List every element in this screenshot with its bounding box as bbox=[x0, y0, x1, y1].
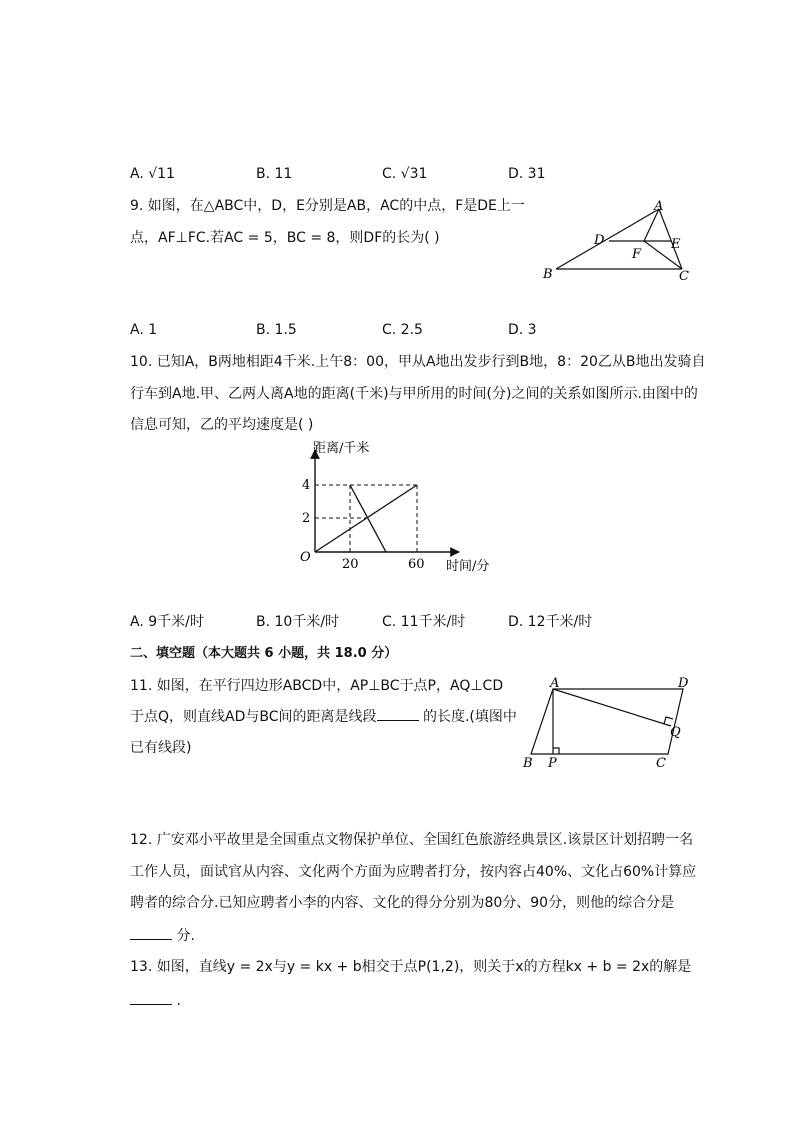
q9-triangle-figure bbox=[536, 196, 696, 284]
x-axis-label: 时间/分 bbox=[446, 559, 490, 574]
q11-label-d: D bbox=[678, 676, 689, 691]
q10-option-c: C. 11千米/时 bbox=[382, 614, 466, 630]
y-axis-label: 距离/千米 bbox=[313, 441, 370, 456]
q9-option-a: A. 1 bbox=[130, 322, 158, 338]
q12-text-line4 bbox=[130, 925, 195, 946]
q9-text-line1: 9. 如图，在△ABC中，D，E分别是AB，AC的中点，F是DE上一 bbox=[130, 198, 525, 214]
q10-distance-time-graph bbox=[296, 438, 506, 578]
q10-option-b: B. 10千米/时 bbox=[256, 614, 340, 630]
q9-option-c: C. 2.5 bbox=[382, 322, 423, 338]
q9-option-d: D. 3 bbox=[508, 322, 537, 338]
q11-text-line1: 11. 如图，在平行四边形ABCD中，AP⊥BC于点P，AQ⊥CD bbox=[130, 678, 504, 694]
q13-text-line2 bbox=[130, 990, 181, 1011]
q10-text-line2: 行车到A地.甲、乙两人离A地的距离(千米)与甲所用的时间(分)之间的关系如图所示.由图中的 bbox=[130, 386, 698, 402]
q9-text-line2: 点，AF⊥FC.若AC = 5，BC = 8，则DF的长为( ) bbox=[130, 230, 440, 246]
q11-text-line2 bbox=[130, 706, 517, 727]
q9-label-b: B bbox=[543, 267, 553, 282]
q8-option-b: B. 11 bbox=[256, 166, 293, 182]
q10-text-line1: 10. 已知A，B两地相距4千米.上午8：00，甲从A地出发步行到B地，8：20乙从B地出发骑自 bbox=[130, 354, 706, 370]
q9-label-d: D bbox=[594, 233, 605, 248]
q11-parallelogram-figure bbox=[520, 674, 700, 774]
q12-text-line1: 12. 广安邓小平故里是全国重点文物保护单位、全国红色旅游经典景区.该景区计划招聘一名 bbox=[130, 832, 694, 848]
q11-answer-blank[interactable] bbox=[377, 706, 419, 721]
q12-text-line3: 聘者的综合分.已知应聘者小李的内容、文化的得分分别为80分、90分，则他的综合分是 bbox=[130, 895, 675, 911]
q9-label-c: C bbox=[679, 269, 689, 284]
x-tick-20: 20 bbox=[342, 557, 359, 572]
q10-option-d: D. 12千米/时 bbox=[508, 614, 593, 630]
q8-option-c: C. √31 bbox=[382, 166, 428, 182]
q11-label-b: B bbox=[523, 756, 533, 771]
q9-option-b: B. 1.5 bbox=[256, 322, 297, 338]
q11-label-q: Q bbox=[670, 725, 681, 740]
q11-text-line2b: 的长度.(填图中 bbox=[418, 709, 517, 725]
q9-label-f: F bbox=[632, 247, 642, 262]
q11-text-line3: 已有线段) bbox=[130, 740, 192, 756]
q10-option-a: A. 9千米/时 bbox=[130, 614, 204, 630]
origin-label: O bbox=[300, 550, 311, 565]
q9-label-a: A bbox=[654, 199, 664, 214]
y-tick-2: 2 bbox=[302, 511, 311, 526]
q11-text-line2a: 于点Q，则直线AD与BC间的距离是线段 bbox=[130, 709, 377, 725]
q12-answer-blank[interactable] bbox=[130, 925, 172, 940]
q8-option-a: A. √11 bbox=[130, 166, 175, 182]
q12-text-line2: 工作人员，面试官从内容、文化两个方面为应聘者打分，按内容占40%、文化占60%计算应 bbox=[130, 864, 697, 880]
q13-answer-blank[interactable] bbox=[130, 990, 172, 1005]
x-tick-60: 60 bbox=[408, 557, 425, 572]
q11-label-a: A bbox=[550, 676, 560, 691]
q9-label-e: E bbox=[671, 237, 681, 252]
q11-label-p: P bbox=[548, 756, 557, 771]
yi-line bbox=[350, 485, 386, 552]
q10-text-line3: 信息可知，乙的平均速度是( ) bbox=[130, 417, 314, 433]
section-title: 二、填空题（本大题共 6 小题，共 18.0 分） bbox=[130, 646, 398, 661]
q8-option-d: D. 31 bbox=[508, 166, 546, 182]
q12-text-line4b: 分. bbox=[172, 928, 195, 944]
q13-text-line1: 13. 如图，直线y = 2x与y = kx + b相交于点P(1,2)，则关于x的方程kx + b = 2x的解是 bbox=[130, 959, 692, 975]
q13-text-line2b: . bbox=[172, 993, 181, 1009]
q11-label-c: C bbox=[656, 756, 666, 771]
y-tick-4: 4 bbox=[302, 478, 311, 493]
